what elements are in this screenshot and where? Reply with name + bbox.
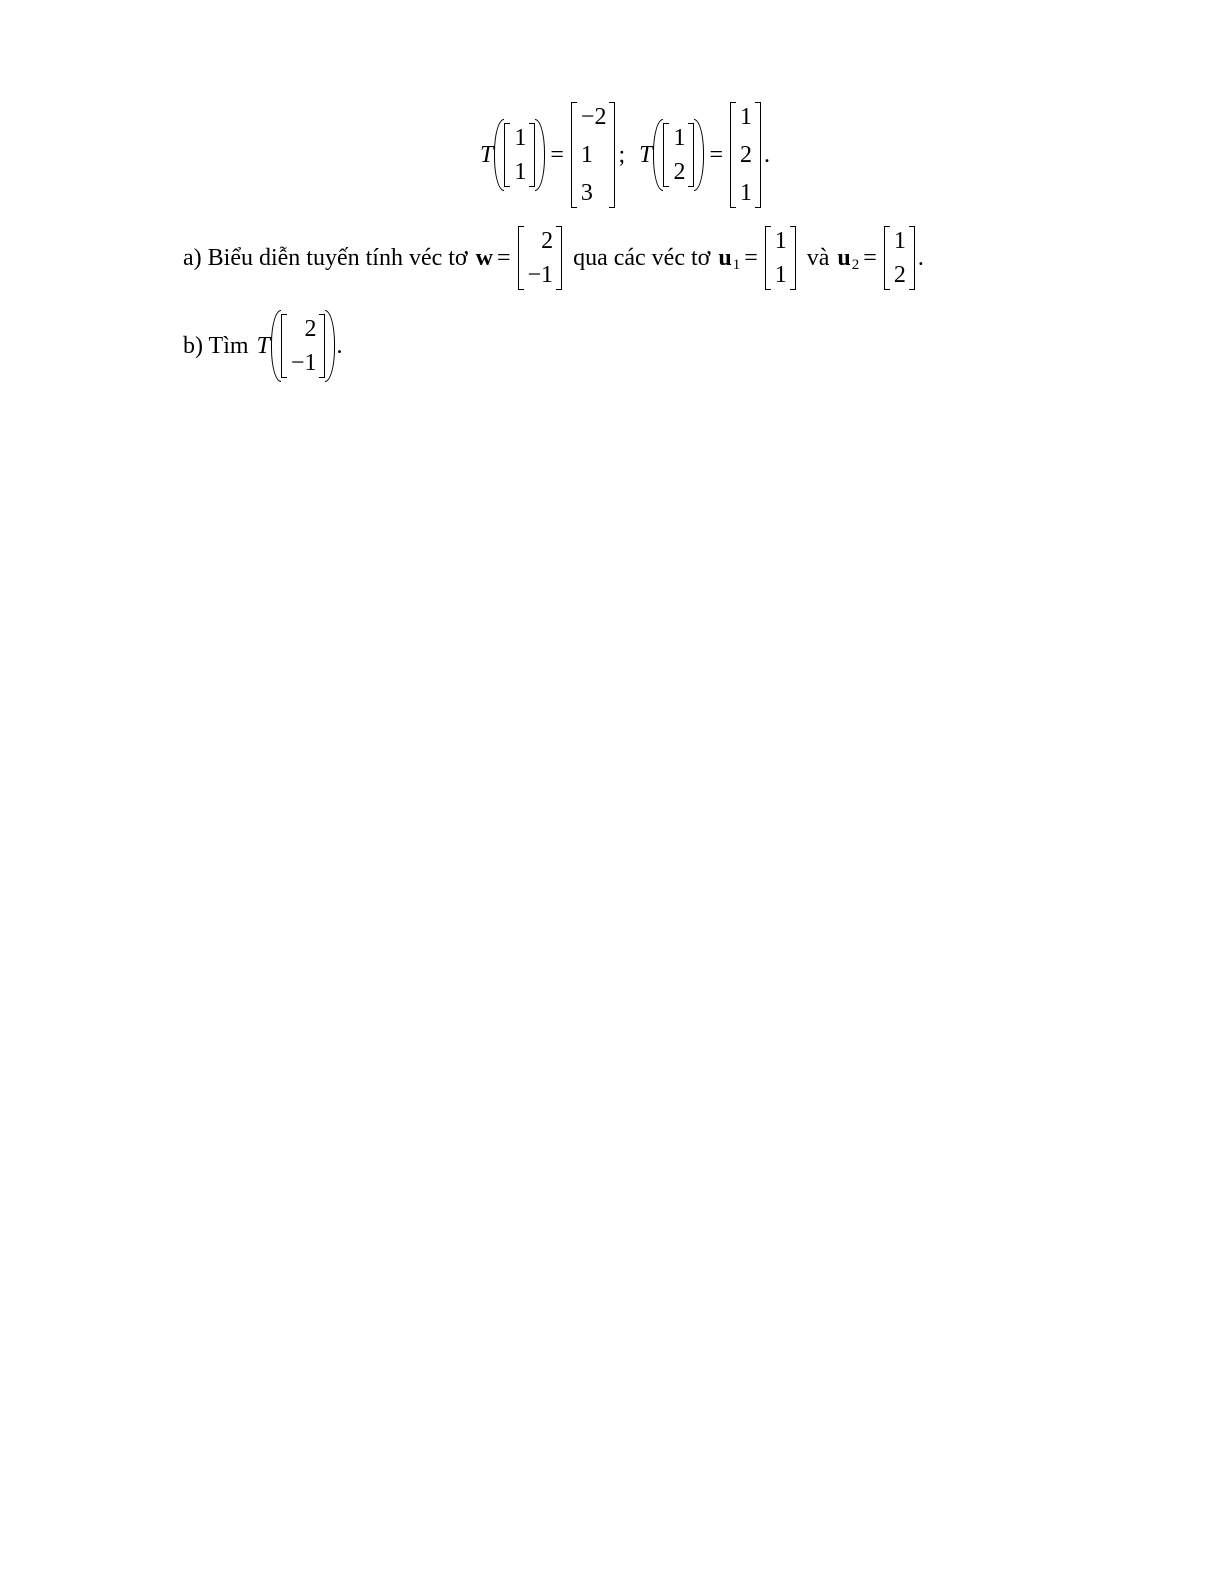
separator: ;: [618, 141, 626, 168]
equals-sign: =: [496, 244, 511, 271]
transform-symbol: T: [639, 141, 653, 168]
vector-arg-b: [281, 314, 326, 378]
part-a-text-1: a) Biểu diễn tuyến tính véc tơ: [183, 244, 468, 271]
vector-cell: 1: [673, 125, 686, 151]
period: .: [917, 244, 924, 271]
part-b-text-1: b) Tìm: [183, 332, 249, 359]
question-part-a: [183, 222, 924, 294]
w-symbol: w: [475, 244, 493, 271]
w-vector: [518, 226, 563, 290]
vector-cell: 1: [893, 228, 906, 254]
vector-cell: −2: [580, 104, 607, 130]
u2-symbol: u: [837, 244, 851, 271]
transform-argument-2: [653, 123, 704, 187]
transform-argument-1: [494, 123, 545, 187]
equals-sign: =: [709, 141, 724, 168]
vector-cell: 2: [304, 316, 317, 342]
vector-cell: 2: [673, 159, 686, 185]
u1-symbol: u: [718, 244, 732, 271]
equals-sign: =: [744, 244, 758, 271]
vector-cell: −1: [527, 262, 554, 288]
vector-cell: 3: [580, 180, 593, 206]
vector-result-1: [571, 102, 616, 208]
u2-vector: [884, 226, 915, 290]
part-a-text-3: và: [806, 244, 830, 271]
period: .: [764, 141, 771, 168]
vector-cell: 2: [740, 142, 753, 168]
transform-symbol: T: [256, 332, 270, 359]
vector-result-2: [730, 102, 761, 208]
vector-cell: 1: [740, 104, 753, 130]
vector-cell: 1: [580, 142, 593, 168]
equals-sign: =: [863, 244, 877, 271]
u1-subscript: 1: [732, 256, 741, 273]
given-transformations-equation: [480, 100, 770, 210]
question-part-b: [183, 310, 342, 382]
u1-vector: [765, 226, 796, 290]
vector-cell: 2: [893, 262, 906, 288]
vector-arg-2: [663, 123, 694, 187]
vector-cell: 1: [514, 159, 527, 185]
u2-subscript: 2: [851, 256, 860, 273]
transform-symbol: T: [480, 141, 494, 168]
part-a-text-2: qua các véc tơ: [573, 244, 711, 271]
vector-cell: 1: [740, 180, 753, 206]
transform-argument-b: [271, 314, 336, 378]
vector-cell: 1: [774, 228, 787, 254]
vector-cell: −1: [290, 350, 317, 376]
vector-arg-1: [504, 123, 535, 187]
vector-cell: 1: [514, 125, 527, 151]
vector-cell: 1: [774, 262, 787, 288]
period: .: [336, 332, 343, 359]
vector-cell: 2: [541, 228, 554, 254]
equals-sign: =: [550, 141, 564, 168]
